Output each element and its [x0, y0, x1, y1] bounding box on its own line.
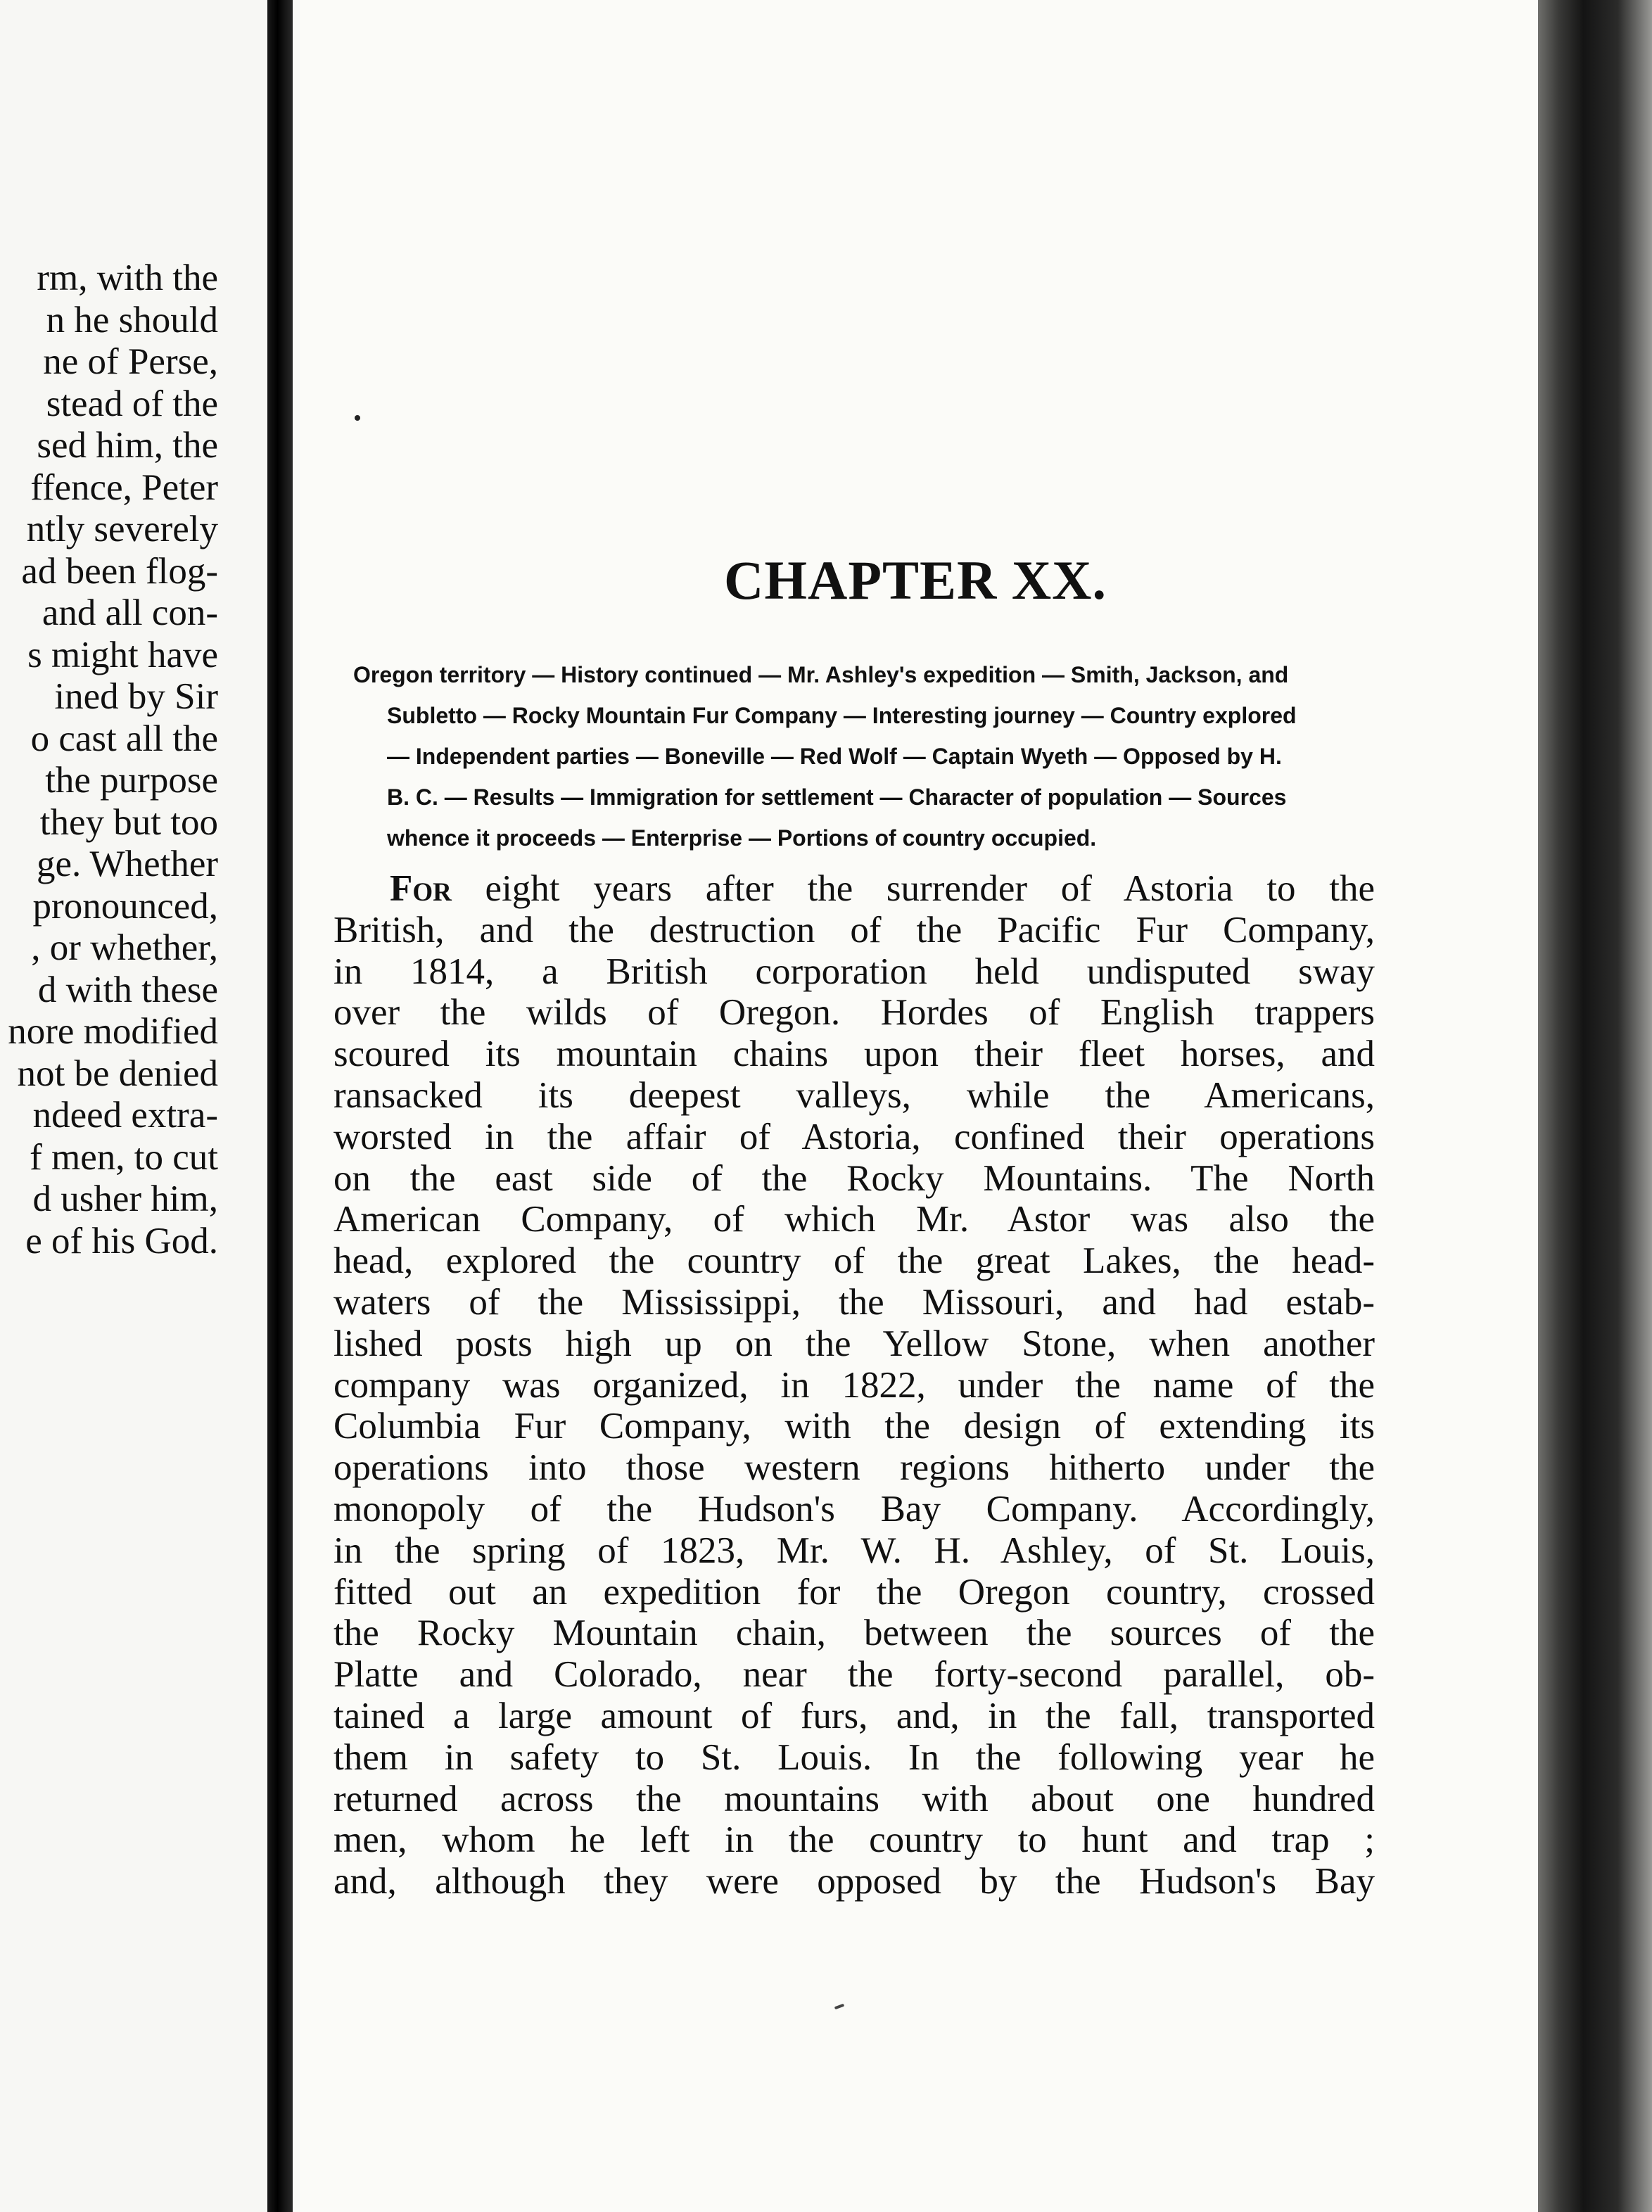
summary-line: whence it proceeds — Enterprise — Portions of country occupied. — [387, 825, 1097, 851]
body-line: monopoly of the Hudson's Bay Company. Accordingly, — [333, 1488, 1375, 1530]
book-gutter — [267, 0, 293, 2212]
summary-line: Oregon territory — History continued — Mr. Ashley's expedition — Smith, Jackson, and — [353, 662, 1289, 687]
body-line: in the spring of 1823, Mr. W. H. Ashley, of St. Louis, — [333, 1530, 1375, 1571]
left-page-line: s might have — [27, 634, 218, 675]
left-page-line: ffence, Peter — [30, 466, 218, 508]
left-page-line: n he should — [46, 299, 218, 341]
left-page-line: ntly severely — [26, 509, 218, 549]
first-line-text: eight years after the surrender of Astoria to the — [451, 868, 1375, 909]
left-page-line: ad been flog- — [21, 550, 218, 592]
left-page-line: ne of Perse, — [43, 341, 218, 382]
left-page-line: d usher him, — [32, 1178, 218, 1219]
left-page-line: ined by Sir — [54, 676, 218, 717]
summary-line: — Independent parties — Boneville — Red Wolf — Captain Wyeth — Opposed by H. — [387, 744, 1282, 769]
body-line: returned across the mountains with about one hundred — [333, 1778, 1375, 1819]
left-page-line: o cast all the — [30, 718, 218, 759]
left-page-line: e of his God. — [25, 1220, 218, 1261]
summary-line: B. C. — Results — Immigration for settlement — Character of population — Sources — [387, 784, 1287, 810]
body-line: worsted in the affair of Astoria, confined their operations — [333, 1116, 1375, 1157]
ink-speck — [355, 415, 360, 421]
left-page-line: d with these — [37, 969, 218, 1010]
chapter-title: CHAPTER XX. — [723, 549, 1107, 611]
left-page-line: rm, with the — [37, 258, 218, 298]
body-line: waters of the Mississippi, the Missouri, and had estab- — [333, 1281, 1375, 1323]
body-line: company was organized, in 1822, under the name of the — [333, 1364, 1375, 1406]
body-line: scoured its mountain chains upon their fleet horses, and — [333, 1034, 1375, 1075]
left-page-line: stead of the — [46, 383, 218, 424]
left-page-line: they but too — [39, 801, 218, 843]
chapter-body — [333, 868, 1375, 1902]
left-page-text — [0, 258, 267, 1262]
left-page-line: the purpose — [45, 760, 218, 801]
body-line: in 1814, a British corporation held undisputed sway — [333, 951, 1375, 992]
body-line: lished posts high up on the Yellow Stone, when another — [333, 1323, 1375, 1364]
body-line: and, although they were opposed by the Hudson's Bay — [333, 1861, 1375, 1902]
left-page-line: ge. Whether — [36, 844, 218, 884]
left-page-line: f men, to cut — [30, 1136, 218, 1178]
left-facing-page — [0, 0, 267, 2212]
body-line: ransacked its deepest valleys, while the Americans, — [333, 1074, 1375, 1116]
left-page-line: not be denied — [17, 1053, 218, 1094]
body-line: fitted out an expedition for the Oregon country, crossed — [333, 1571, 1375, 1613]
body-line: operations into those western regions hitherto under the — [333, 1447, 1375, 1489]
body-line: Columbia Fur Company, with the design of extending its — [333, 1406, 1375, 1447]
left-page-line: ndeed extra- — [32, 1095, 218, 1136]
body-line: tained a large amount of furs, and, in the fall, transported — [333, 1695, 1375, 1736]
body-line: over the wilds of Oregon. Hordes of English trappers — [333, 992, 1375, 1034]
body-line: British, and the destruction of the Pacific Fur Company, — [333, 909, 1375, 951]
body-line — [333, 868, 1375, 910]
body-line: head, explored the country of the great Lakes, the head- — [333, 1240, 1375, 1282]
left-page-line: sed him, the — [37, 425, 218, 466]
body-line: American Company, of which Mr. Astor was also the — [333, 1199, 1375, 1240]
drop-word: For — [390, 868, 452, 909]
left-page-line: , or whether, — [31, 927, 218, 968]
summary-line: Subletto — Rocky Mountain Fur Company — Interesting journey — Country explored — [387, 703, 1297, 728]
body-line: men, whom he left in the country to hunt and trap ; — [333, 1819, 1375, 1861]
left-page-line: and all con- — [42, 592, 218, 633]
body-line: them in safety to St. Louis. In the following year he — [333, 1736, 1375, 1778]
page-edge-shadow — [1538, 0, 1652, 2212]
body-line: the Rocky Mountain chain, between the sources of the — [333, 1613, 1375, 1654]
left-page-line: nore modified — [8, 1011, 218, 1052]
chapter-summary — [353, 654, 1416, 858]
body-line: on the east side of the Rocky Mountains. The North — [333, 1157, 1375, 1199]
body-line: Platte and Colorado, near the forty-second parallel, ob- — [333, 1654, 1375, 1696]
ink-speck — [834, 2004, 845, 2010]
left-page-line: pronounced, — [32, 885, 218, 927]
main-page — [293, 0, 1538, 2212]
